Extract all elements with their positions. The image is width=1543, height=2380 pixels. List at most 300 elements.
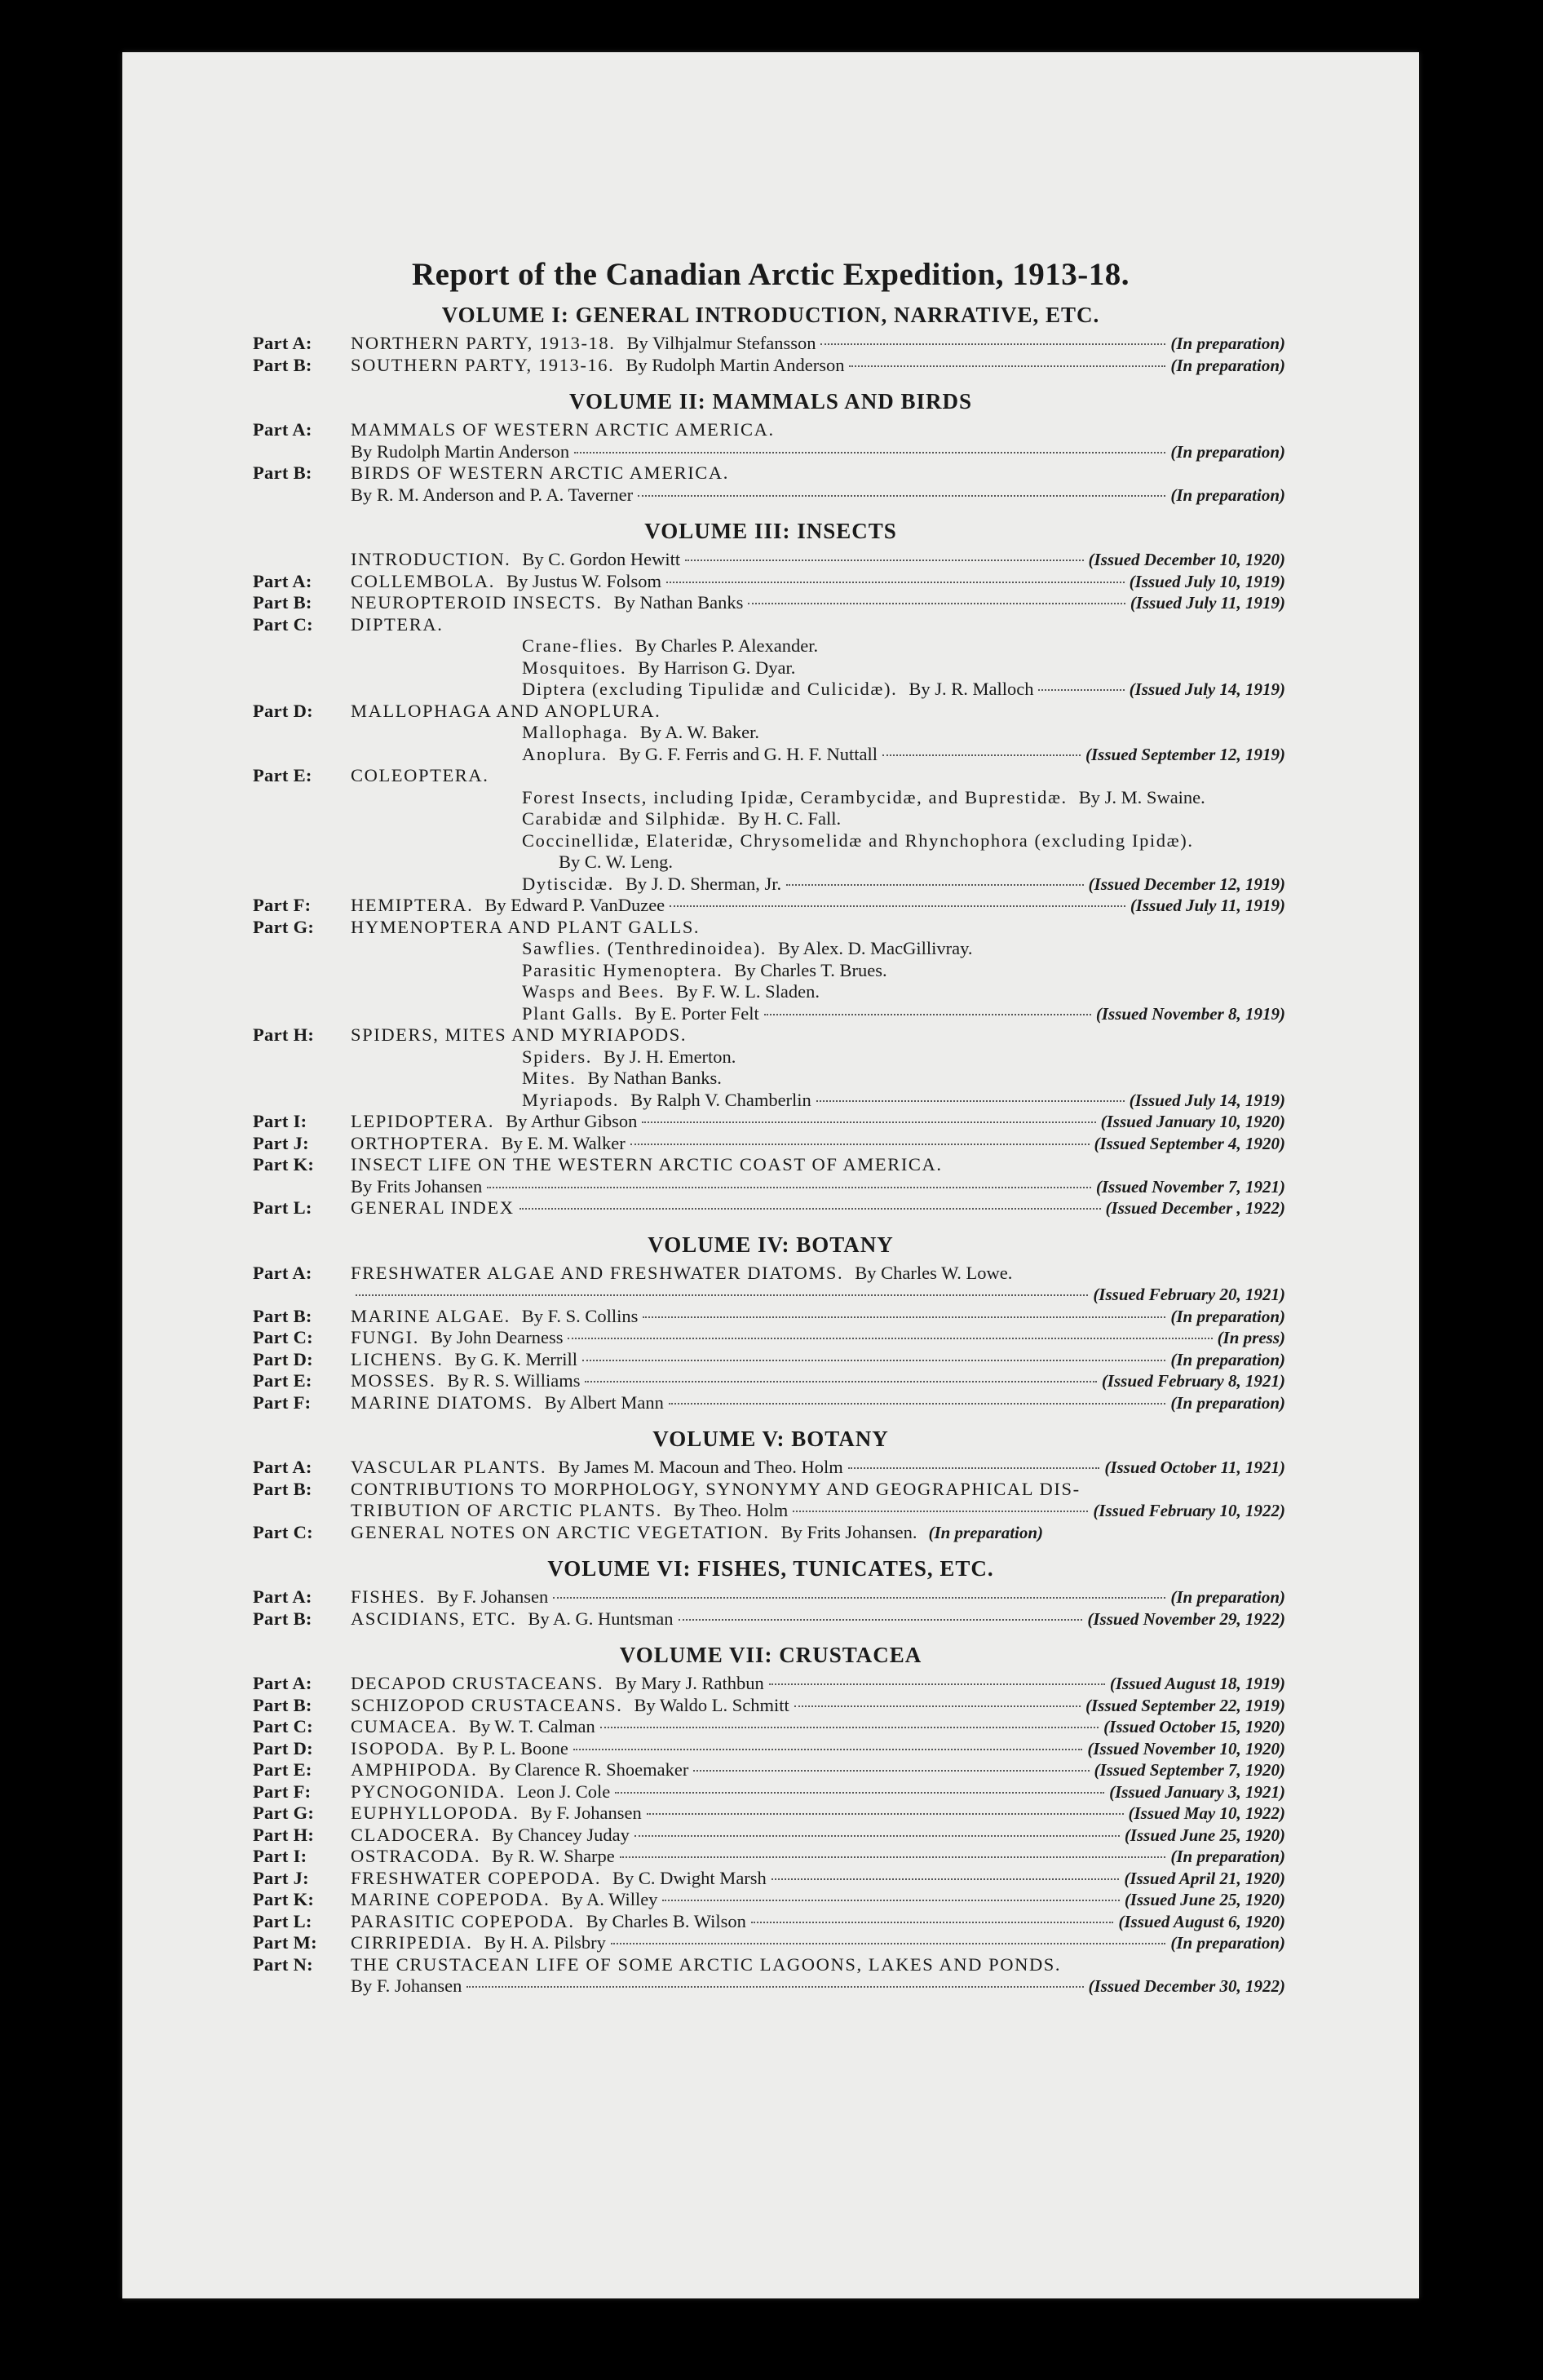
entry-subject: MARINE COPEPODA. — [351, 1889, 550, 1909]
entry-row — [253, 355, 1289, 377]
entry-status: (In preparation) — [928, 1522, 1044, 1542]
entry-row — [253, 1479, 1289, 1501]
entry-author: By C. Gordon Hewitt — [522, 549, 681, 569]
page-title: Report of the Canadian Arctic Expedition, 1913-18. — [411, 257, 1130, 292]
entry-author: By F. Johansen — [351, 1975, 462, 1996]
part-label: Part C: — [253, 613, 313, 635]
entry-row — [253, 1825, 1289, 1847]
entry-row — [253, 1284, 1289, 1306]
entry-author: By Mary J. Rathbun — [615, 1673, 764, 1693]
entry-subject: ISOPODA. — [351, 1737, 445, 1758]
entry-subject: DIPTERA. — [351, 613, 444, 635]
entry-subject: Anoplura. — [522, 743, 608, 764]
dot-leader — [630, 1144, 1090, 1145]
entry-subject: DECAPOD CRUSTACEANS. — [351, 1673, 604, 1693]
entry-subject: Myriapods. — [522, 1089, 620, 1110]
dot-leader — [666, 582, 1125, 583]
entry-author: By James M. Macoun and Theo. Holm — [558, 1457, 843, 1477]
entry-row — [253, 679, 1289, 701]
entry-status: (In preparation) — [1170, 1587, 1285, 1607]
entry-row — [253, 1716, 1289, 1738]
entry-status: (Issued November 10, 1920) — [1087, 1738, 1285, 1758]
entry-row — [253, 1500, 1289, 1522]
entry-author: By J. R. Malloch — [909, 679, 1034, 699]
entry-row — [253, 1370, 1289, 1392]
part-label: Part J: — [253, 1867, 309, 1888]
entry-row — [253, 484, 1289, 507]
entry-author: By Edward P. VanDuzee — [484, 895, 665, 915]
entry-row — [253, 333, 1289, 355]
entry-subject: Sawflies. (Tenthredinoidea). — [522, 938, 767, 958]
entry-status: (Issued February 10, 1922) — [1093, 1501, 1285, 1520]
dot-leader — [582, 1360, 1165, 1361]
entry-status: (Issued December 12, 1919) — [1088, 874, 1285, 894]
entry-author: By C. Dwight Marsh — [612, 1867, 767, 1888]
entry-status: (Issued August 6, 1920) — [1118, 1911, 1285, 1931]
entry-author: By J. H. Emerton. — [603, 1046, 736, 1067]
entry-subject: MALLOPHAGA AND ANOPLURA. — [351, 700, 661, 721]
dot-leader — [573, 1749, 1083, 1750]
entry-row — [253, 722, 1289, 744]
entry-status: (Issued December 30, 1922) — [1088, 1976, 1285, 1996]
part-label: Part F: — [253, 1781, 312, 1802]
entry-status: (Issued September 4, 1920) — [1094, 1133, 1285, 1153]
entry-row — [253, 1889, 1289, 1911]
entry-row — [253, 549, 1289, 571]
dot-leader — [786, 884, 1083, 886]
entry-subject: TRIBUTION OF ARCTIC PLANTS. — [351, 1500, 662, 1520]
entry-author: By A. G. Huntsman — [528, 1608, 674, 1629]
entry-author: By A. W. Baker. — [639, 722, 759, 742]
entry-author: By F. Johansen — [436, 1586, 549, 1607]
entry-subject: NORTHERN PARTY, 1913-18. — [351, 333, 616, 353]
entry-subject: Mosquitoes. — [522, 657, 627, 678]
entry-status: (Issued October 15, 1920) — [1103, 1717, 1285, 1736]
entry-subject: NEUROPTEROID INSECTS. — [351, 592, 603, 613]
entry-author: By Rudolph Martin Anderson — [351, 440, 570, 462]
entry-row — [253, 1673, 1289, 1695]
entry-row — [253, 1954, 1289, 1976]
part-label: Part G: — [253, 1803, 315, 1823]
part-label: Part E: — [253, 765, 312, 785]
entry-status: (Issued September 12, 1919) — [1085, 744, 1285, 764]
dot-leader — [772, 1878, 1120, 1880]
part-label: Part L: — [253, 1197, 312, 1218]
entry-author: By E. M. Walker — [501, 1132, 626, 1153]
part-label: Part B: — [253, 1305, 312, 1326]
part-label: Part J: — [253, 1132, 309, 1153]
part-label: Part A: — [253, 1457, 312, 1477]
entry-author: By E. Porter Felt — [634, 1002, 759, 1024]
entry-author: By W. T. Calman — [468, 1716, 595, 1736]
entry-row — [253, 1932, 1289, 1954]
entry-subject: MAMMALS OF WESTERN ARCTIC AMERICA. — [351, 419, 775, 440]
entry-status: (In preparation) — [1170, 334, 1285, 353]
entry-row — [253, 1024, 1289, 1046]
dot-leader — [685, 560, 1083, 561]
entry-row — [253, 874, 1289, 896]
entry-status: (Issued July 14, 1919) — [1129, 1090, 1285, 1110]
entry-row — [253, 852, 1289, 874]
part-label: Part C: — [253, 1327, 313, 1347]
entry-status: (Issued November 7, 1921) — [1095, 1176, 1285, 1197]
entry-row — [253, 419, 1289, 441]
volume-heading: VOLUME VI: FISHES, TUNICATES, ETC. — [547, 1556, 994, 1581]
entry-subject: INTRODUCTION. — [351, 549, 511, 569]
entry-author: By Arthur Gibson — [506, 1111, 638, 1131]
dot-leader — [642, 1121, 1095, 1123]
entry-row — [253, 1695, 1289, 1717]
entry-row — [253, 1392, 1289, 1414]
entry-row — [253, 787, 1289, 809]
part-label: Part A: — [253, 419, 312, 440]
entry-row — [253, 1781, 1289, 1803]
part-label: Part C: — [253, 1716, 313, 1736]
entry-author: By Rudolph Martin Anderson — [626, 354, 845, 375]
entry-subject: Coccinellidæ, Elateridæ, Chrysomelidæ and Rhynchophora (excluding Ipidæ). — [522, 829, 1194, 851]
entry-status: (In preparation) — [1170, 1349, 1285, 1369]
entry-subject: BIRDS OF WESTERN ARCTIC AMERICA. — [351, 462, 729, 483]
entry-row — [253, 1522, 1289, 1544]
entry-subject: SCHIZOPOD CRUSTACEANS. — [351, 1694, 623, 1715]
entry-author: Leon J. Cole — [516, 1781, 611, 1802]
part-label: Part I: — [253, 1846, 307, 1866]
entry-row — [253, 657, 1289, 679]
entry-author: By Frits Johansen. — [780, 1521, 917, 1542]
entry-subject: AMPHIPODA. — [351, 1759, 478, 1780]
entry-status: (Issued February 8, 1921) — [1101, 1371, 1285, 1391]
dot-leader — [615, 1792, 1104, 1794]
entry-subject: LEPIDOPTERA. — [351, 1111, 495, 1131]
entry-row — [253, 614, 1289, 636]
entry-subject: Wasps and Bees. — [522, 981, 665, 1002]
entry-row — [253, 1133, 1289, 1155]
entry-status: (Issued July 11, 1919) — [1130, 593, 1285, 613]
entry-author: By Nathan Banks — [613, 592, 744, 613]
entry-subject: SOUTHERN PARTY, 1913-16. — [351, 354, 615, 375]
part-label: Part F: — [253, 1391, 312, 1413]
entry-subject: PYCNOGONIDA. — [351, 1781, 506, 1802]
entry-subject: Carabidæ and Silphidæ. — [522, 808, 727, 829]
entry-subject: THE CRUSTACEAN LIFE OF SOME ARCTIC LAGOONS, LAKES AND PONDS. — [351, 1953, 1062, 1975]
entry-status: (In preparation) — [1170, 1392, 1285, 1413]
dot-leader — [793, 1511, 1088, 1512]
entry-status: (Issued June 25, 1920) — [1124, 1825, 1285, 1845]
entry-author: By John Dearness — [430, 1327, 564, 1347]
entry-row — [253, 744, 1289, 766]
dot-leader — [1038, 689, 1124, 691]
entry-author: By Clarence R. Shoemaker — [489, 1759, 689, 1780]
entry-status: (In preparation) — [1170, 1306, 1285, 1326]
entry-row — [253, 765, 1289, 787]
entry-subject: ORTHOPTERA. — [351, 1132, 490, 1153]
entry-subject: CUMACEA. — [351, 1716, 458, 1736]
entry-status: (In press) — [1217, 1328, 1285, 1347]
entry-author: By Nathan Banks. — [587, 1068, 722, 1088]
entry-status: (In preparation) — [1170, 1933, 1285, 1953]
entry-subject: PARASITIC COPEPODA. — [351, 1910, 575, 1931]
entry-row — [253, 1003, 1289, 1025]
dot-leader — [882, 754, 1081, 756]
part-label: Part A: — [253, 1673, 312, 1693]
dot-leader — [679, 1619, 1083, 1621]
entry-author: By F. Johansen — [530, 1803, 642, 1823]
entry-subject: CLADOCERA. — [351, 1824, 481, 1845]
entry-author: By A. Willey — [561, 1889, 658, 1909]
entry-subject: OSTRACODA. — [351, 1846, 481, 1866]
dot-leader — [611, 1943, 1166, 1944]
entry-row — [253, 1803, 1289, 1825]
entry-row — [253, 1306, 1289, 1328]
entry-status: (In preparation) — [1170, 1847, 1285, 1866]
dot-leader — [620, 1856, 1166, 1858]
entry-subject: MARINE ALGAE. — [351, 1305, 511, 1326]
publication-list — [253, 256, 1289, 1997]
entry-status: (Issued June 25, 1920) — [1124, 1890, 1285, 1909]
entry-row — [253, 1154, 1289, 1176]
volume-heading: VOLUME II: MAMMALS AND BIRDS — [569, 389, 972, 414]
entry-subject: Plant Galls. — [522, 1002, 624, 1024]
part-label: Part B: — [253, 592, 312, 613]
entry-row — [253, 635, 1289, 657]
entry-subject: FUNGI. — [351, 1327, 419, 1347]
entry-row — [253, 1176, 1289, 1198]
entry-status: (Issued February 20, 1921) — [1093, 1285, 1285, 1304]
dot-leader — [647, 1813, 1124, 1815]
entry-subject: VASCULAR PLANTS. — [351, 1457, 547, 1477]
volume-heading: VOLUME IV: BOTANY — [648, 1232, 894, 1257]
dot-leader — [643, 1316, 1165, 1318]
entry-status: (Issued December , 1922) — [1105, 1198, 1285, 1218]
dot-leader — [669, 1403, 1166, 1405]
entry-author: By R. M. Anderson and P. A. Taverner — [351, 484, 634, 505]
document-page — [122, 52, 1419, 2298]
dot-leader — [466, 1986, 1083, 1988]
entry-author: By Chancey Juday — [492, 1824, 630, 1845]
entry-status: (Issued December 10, 1920) — [1088, 550, 1285, 569]
volume-heading: VOLUME III: INSECTS — [644, 519, 897, 543]
entry-author: By G. K. Merrill — [454, 1348, 578, 1369]
volume-heading: VOLUME VII: CRUSTACEA — [619, 1643, 922, 1667]
dot-leader — [849, 365, 1165, 367]
entry-subject: HYMENOPTERA AND PLANT GALLS. — [351, 916, 701, 937]
dot-leader — [820, 343, 1165, 345]
entry-subject: Mites. — [522, 1068, 577, 1088]
entry-author: By F. S. Collins — [521, 1305, 639, 1326]
dot-leader — [585, 1381, 1096, 1382]
part-label: Part A: — [253, 1262, 312, 1283]
entry-subject: Crane-flies. — [522, 635, 624, 656]
dot-leader — [693, 1770, 1089, 1772]
entry-author: By Theo. Holm — [673, 1500, 789, 1520]
entry-author: By Ralph V. Chamberlin — [630, 1089, 811, 1110]
dot-leader — [568, 1338, 1212, 1339]
entry-subject: CONTRIBUTIONS TO MORPHOLOGY, SYNONYMY AND GEOGRAPHICAL DIS- — [351, 1478, 1081, 1499]
part-label: Part A: — [253, 570, 312, 591]
entry-row — [253, 1046, 1289, 1068]
entry-subject: INSECT LIFE ON THE WESTERN ARCTIC COAST OF AMERICA. — [351, 1154, 943, 1175]
entry-subject: MOSSES. — [351, 1370, 436, 1391]
entry-subject: Dytiscidæ. — [522, 873, 614, 894]
entry-row — [253, 1738, 1289, 1760]
part-label: Part A: — [253, 1586, 312, 1607]
entry-row — [253, 1068, 1289, 1090]
dot-leader — [487, 1187, 1091, 1188]
entry-subject: ASCIDIANS, ETC. — [351, 1608, 517, 1629]
dot-leader — [794, 1705, 1081, 1707]
entry-author: By P. L. Boone — [456, 1737, 568, 1758]
entry-author: By C. W. Leng. — [559, 852, 674, 872]
part-label: Part H: — [253, 1824, 315, 1845]
part-label: Part L: — [253, 1910, 312, 1931]
entry-row — [253, 1586, 1289, 1608]
entry-status: (Issued January 10, 1920) — [1100, 1112, 1285, 1131]
entry-row — [253, 1090, 1289, 1112]
entry-row — [253, 1868, 1289, 1890]
entry-author: By F. W. L. Sladen. — [676, 981, 820, 1002]
entry-subject: GENERAL NOTES ON ARCTIC VEGETATION. — [351, 1521, 770, 1542]
entry-status: (Issued January 3, 1921) — [1109, 1781, 1285, 1802]
part-label: Part E: — [253, 1370, 312, 1391]
entry-author: By Charles P. Alexander. — [634, 635, 819, 656]
part-label: Part E: — [253, 1759, 312, 1780]
entry-author: By H. A. Pilsbry — [484, 1932, 606, 1953]
entry-row — [253, 808, 1289, 830]
part-label: Part G: — [253, 916, 315, 937]
entry-subject: FRESHWATER ALGAE AND FRESHWATER DIATOMS. — [351, 1262, 844, 1283]
entry-row — [253, 701, 1289, 723]
entry-subject: Spiders. — [522, 1046, 592, 1067]
entry-row — [253, 1349, 1289, 1371]
part-label: Part B: — [253, 1608, 312, 1629]
entry-row — [253, 1759, 1289, 1781]
entry-author: By Charles B. Wilson — [586, 1910, 746, 1931]
dot-leader — [634, 1835, 1120, 1837]
entry-row — [253, 981, 1289, 1003]
part-label: Part K: — [253, 1889, 315, 1909]
entry-status: (Issued November 29, 1922) — [1087, 1608, 1285, 1629]
entry-row — [253, 592, 1289, 614]
entry-row — [253, 960, 1289, 982]
entry-status: (In preparation) — [1170, 355, 1285, 375]
entry-row — [253, 1111, 1289, 1133]
entry-subject: COLLEMBOLA. — [351, 570, 495, 591]
entry-status: (Issued October 11, 1921) — [1104, 1458, 1285, 1477]
entry-status: (In preparation) — [1170, 441, 1285, 462]
dot-leader — [748, 603, 1125, 604]
dot-leader — [600, 1727, 1099, 1728]
entry-subject: HEMIPTERA. — [351, 895, 474, 915]
part-label: Part B: — [253, 1478, 312, 1499]
entry-author: By Charles T. Brues. — [734, 959, 887, 980]
entry-subject: Parasitic Hymenoptera. — [522, 959, 723, 980]
part-label: Part H: — [253, 1024, 315, 1045]
dot-leader — [519, 1208, 1101, 1210]
entry-row — [253, 917, 1289, 939]
entry-row — [253, 938, 1289, 960]
entry-author: By Waldo L. Schmitt — [634, 1694, 789, 1715]
dot-leader — [356, 1294, 1088, 1296]
entry-status: (Issued July 14, 1919) — [1129, 679, 1285, 699]
entry-author: By R. S. Williams — [447, 1370, 581, 1391]
entry-row — [253, 441, 1289, 463]
entry-author: By Alex. D. MacGillivray. — [778, 938, 973, 958]
dot-leader — [553, 1597, 1165, 1599]
part-label: Part I: — [253, 1111, 307, 1131]
entry-row — [253, 1975, 1289, 1997]
entry-author: By Albert Mann — [544, 1391, 664, 1413]
entry-subject: LICHENS. — [351, 1348, 444, 1369]
entry-author: By Charles W. Lowe. — [855, 1262, 1013, 1283]
entry-row — [253, 1846, 1289, 1868]
entry-author: By H. C. Fall. — [737, 808, 842, 829]
entry-subject: GENERAL INDEX — [351, 1197, 515, 1218]
entry-subject: SPIDERS, MITES AND MYRIAPODS. — [351, 1024, 687, 1045]
entry-row — [253, 1263, 1289, 1285]
entry-status: (Issued August 18, 1919) — [1109, 1674, 1285, 1693]
part-label: Part K: — [253, 1154, 315, 1175]
entry-subject: FISHES. — [351, 1586, 426, 1607]
part-label: Part D: — [253, 700, 313, 721]
dot-leader — [574, 452, 1165, 453]
entry-author: By J. M. Swaine. — [1078, 786, 1205, 807]
part-label: Part D: — [253, 1737, 313, 1758]
dot-leader — [751, 1922, 1114, 1923]
part-label: Part B: — [253, 462, 312, 483]
dot-leader — [662, 1900, 1119, 1901]
entry-author: By Harrison G. Dyar. — [638, 657, 796, 678]
part-label: Part B: — [253, 1694, 312, 1715]
part-label: Part A: — [253, 333, 312, 353]
entry-row — [253, 462, 1289, 484]
entry-author: By J. D. Sherman, Jr. — [625, 873, 782, 894]
entry-status: (Issued July 10, 1919) — [1129, 571, 1285, 591]
entry-author: By G. F. Ferris and G. H. F. Nuttall — [619, 743, 878, 764]
dot-leader — [638, 495, 1165, 497]
entry-row — [253, 1327, 1289, 1349]
entry-row — [253, 830, 1289, 852]
volume-heading: VOLUME V: BOTANY — [652, 1427, 889, 1451]
entry-author: By Justus W. Folsom — [506, 570, 662, 591]
volume-heading: VOLUME I: GENERAL INTRODUCTION, NARRATIVE, ETC. — [441, 303, 1100, 327]
part-label: Part N: — [253, 1953, 313, 1975]
dot-leader — [816, 1100, 1125, 1102]
entry-status: (Issued September 7, 1920) — [1094, 1760, 1285, 1780]
dot-leader — [848, 1467, 1100, 1469]
entry-status: (Issued April 21, 1920) — [1124, 1868, 1285, 1888]
entry-status: (In preparation) — [1170, 484, 1285, 505]
entry-status: (Issued November 8, 1919) — [1095, 1003, 1285, 1024]
entry-row — [253, 571, 1289, 593]
entry-subject: FRESHWATER COPEPODA. — [351, 1867, 602, 1888]
entry-subject: CIRRIPEDIA. — [351, 1932, 473, 1953]
entry-subject: COLEOPTERA. — [351, 765, 489, 785]
part-label: Part C: — [253, 1521, 313, 1542]
entry-status: (Issued May 10, 1922) — [1128, 1803, 1285, 1823]
entry-row — [253, 1608, 1289, 1630]
entry-row — [253, 1197, 1289, 1219]
entry-subject: Diptera (excluding Tipulidæ and Culicidæ). — [522, 679, 898, 699]
entry-row — [253, 1911, 1289, 1933]
part-label: Part B: — [253, 354, 312, 375]
dot-leader — [764, 1014, 1091, 1015]
entry-subject: MARINE DIATOMS. — [351, 1391, 533, 1413]
entry-subject: EUPHYLLOPODA. — [351, 1803, 519, 1823]
part-label: Part F: — [253, 895, 312, 915]
part-label: Part D: — [253, 1348, 313, 1369]
entry-status: (Issued September 22, 1919) — [1085, 1695, 1285, 1715]
dot-leader — [769, 1683, 1105, 1685]
